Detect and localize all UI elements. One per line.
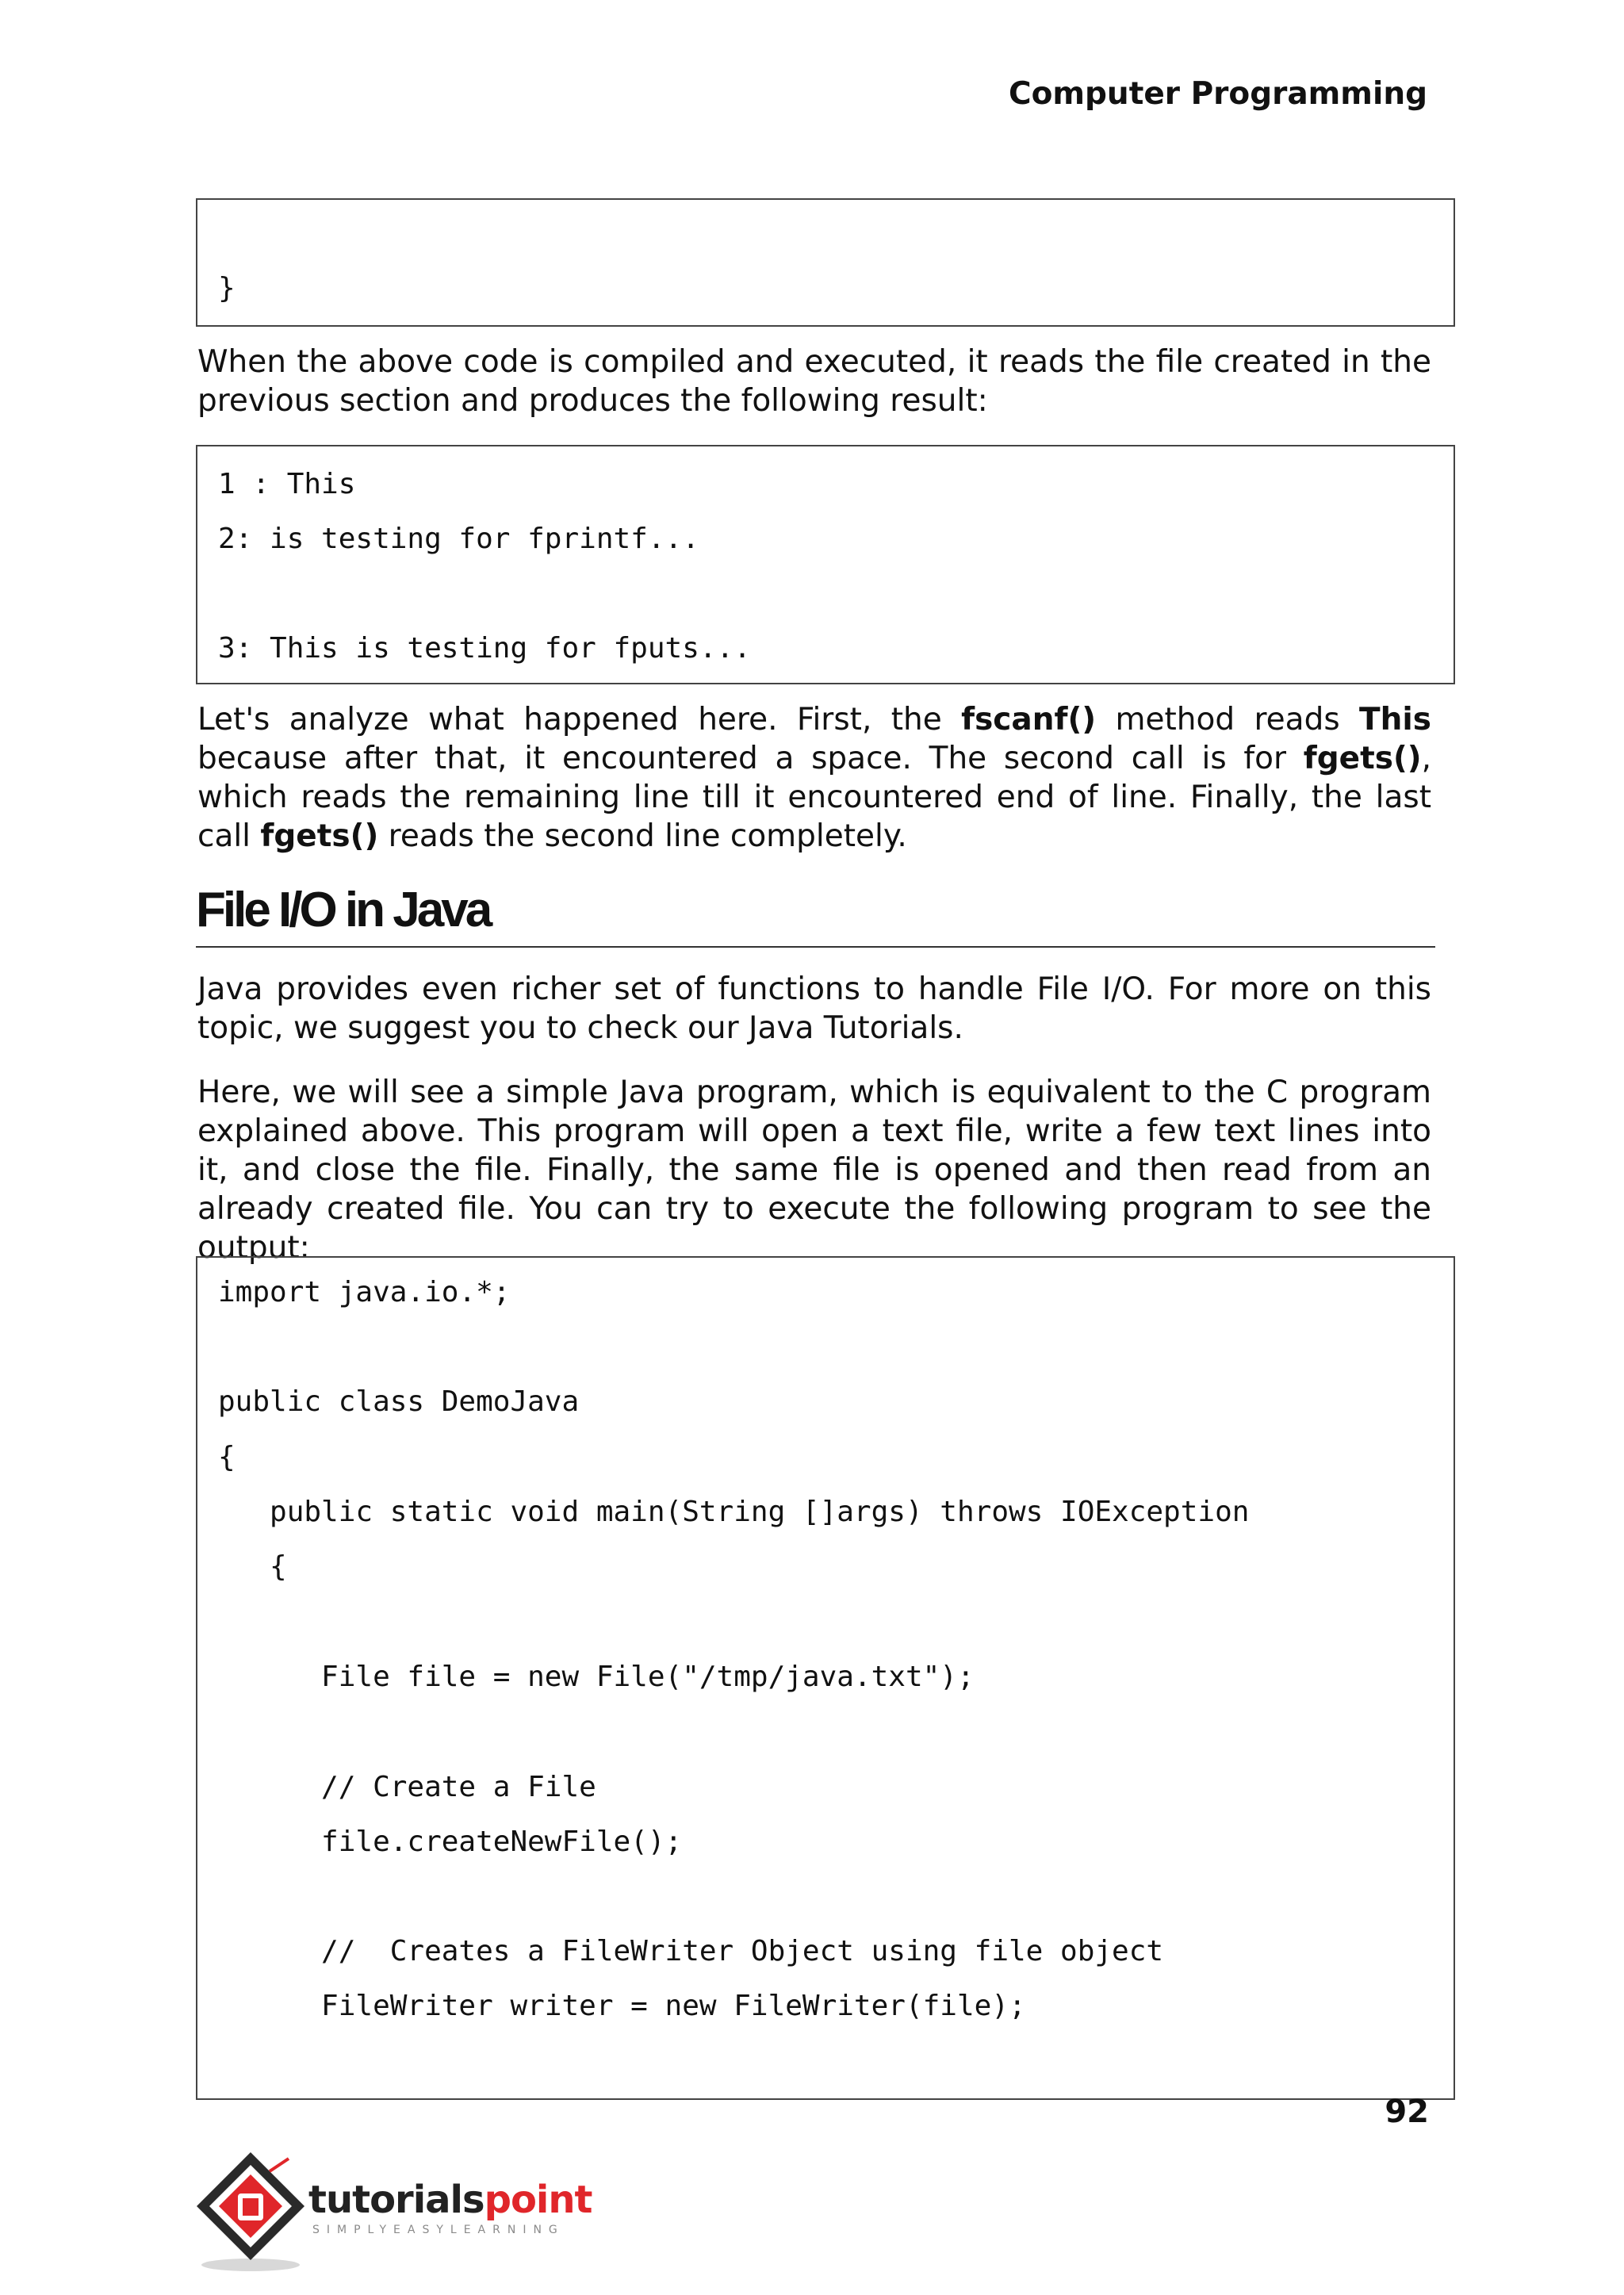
code-line: // Create a File [218,1771,596,1803]
output-line: 2: is testing for fprintf... [218,523,699,555]
java-code-block [196,1256,1455,2100]
code-block-continuation [196,198,1455,327]
analysis-text: Let's analyze what happened here. First, the [197,702,962,738]
running-header: Computer Programming [1008,76,1427,112]
code-line: import java.io.*; [218,1276,511,1308]
paragraph-java-program: Here, we will see a simple Java program, which is equivalent to the C program explained above. This program will open a text file, write a few text lines into it, and close the file. Finally, the same file is opened and then read from an already created file. You can try to execute the following program to see the output: [197,1075,1431,1266]
code-line: file.createNewFile(); [218,1826,683,1858]
logo-diamond-icon [193,2147,312,2274]
logo-word-point: point [484,2178,592,2222]
page-number: 92 [1385,2094,1429,2130]
output-block [196,445,1455,684]
code-line: { [218,1441,236,1473]
paragraph-result-intro: When the above code is compiled and executed, it reads the file created in the previous section and produces the following result: [197,344,1431,419]
logo-word-tutorials: tutorials [308,2178,485,2222]
analysis-code-fgets: fgets() [1303,741,1422,776]
code-line: public static void main(String []args) throws IOException [218,1496,1250,1528]
analysis-code-fgets: fgets() [260,818,379,854]
section-divider [196,946,1435,948]
code-line: public class DemoJava [218,1385,580,1418]
code-line: File file = new File("/tmp/java.txt"); [218,1661,975,1693]
tutorialspoint-logo [193,2147,590,2274]
logo-tagline: SIMPLYEASYLEARNING [312,2224,565,2236]
analysis-code-fscanf: fscanf() [961,702,1097,738]
analysis-text: , which reads the remaining line till it encountered end of line. Finally, the last call [197,741,1431,854]
code-line: FileWriter writer = new FileWriter(file); [218,1990,1026,2022]
code-line: { [218,1550,287,1583]
output-line: 1 : This [218,468,356,500]
paragraph-analysis [197,700,1431,856]
code-line: // Creates a FileWriter Object using file object [218,1935,1164,1967]
code-line: } [218,272,236,305]
logo-wordmark [308,2178,592,2222]
analysis-text: reads the second line completely. [378,818,907,854]
analysis-text: because after that, it encountered a space. The second call is for [197,741,1304,776]
section-heading: File I/O in Java [196,883,490,937]
analysis-text: method reads [1096,702,1360,738]
analysis-word-this: This [1359,702,1431,738]
paragraph-java-intro: Java provides even richer set of functions to handle File I/O. For more on this topic, we suggest you to check our Java Tutorials. [197,971,1431,1046]
output-line: 3: This is testing for fputs... [218,632,751,665]
